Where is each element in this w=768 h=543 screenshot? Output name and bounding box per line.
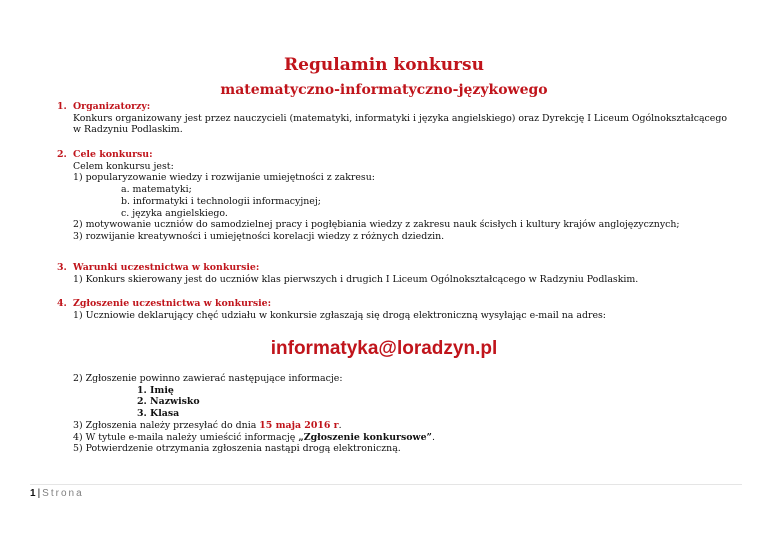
list-item: 5) Potwierdzenie otrzymania zgłoszenia nastąpi drogą elektroniczną. [73,443,401,455]
section-number: 4. [57,298,67,309]
section-heading: Cele konkursu: [73,149,153,160]
deadline-period: . [338,419,342,431]
subject-title: „Zgłoszenie konkursowe” [298,431,432,443]
list-item-deadline [73,420,737,432]
section-heading: Zgłoszenie uczestnictwa w konkursie: [73,298,272,309]
section-heading: Warunki uczestnictwa w konkursie: [73,262,260,273]
list-item-subject [73,432,737,444]
section-number: 2. [57,149,67,160]
registration-details [57,373,737,455]
section-number: 3. [57,262,67,273]
sub-list-item: a. matematyki; [121,184,192,196]
list-item: 1) Konkurs skierowany jest do uczniów klas pierwszych i drugich I Liceum Ogólnokształcącego w Radzyniu Podlaskim. [73,273,639,285]
section-registration [57,298,737,321]
list-item: 1) Uczniowie deklarujący chęć udziału w konkursie zgłaszają się drogą elektroniczną wysyłając e-mail na adres: [73,309,606,321]
paragraph-line: w Radzyniu Podlaskim. [73,124,183,136]
paragraph-line: Konkurs organizowany jest przez nauczycieli (matematyki, informatyki i języka angielskiego) oraz Dyrekcję I Liceum Ogólnokształcącego [73,112,727,124]
sub-list-item: c. języka angielskiego. [121,207,228,219]
document-subtitle: matematyczno-informatyczno-językowego [220,82,548,98]
field-item: 2. Nazwisko [137,396,200,408]
list-item: 2) motywowanie uczniów do samodzielnej pracy i pogłębiania wiedzy z zakresu nauk ścisłych i kultury krajów anglojęzycznych; [73,219,680,231]
footer-label: Strona [42,488,84,499]
section-conditions [57,262,737,285]
section-heading: Organizatorzy: [73,101,151,112]
document-title: Regulamin konkursu [284,55,484,75]
section-number: 1. [57,101,67,112]
subject-period: . [431,431,435,443]
subject-text: 4) W tytule e-maila należy umieścić informację [73,431,299,443]
email-address-link[interactable]: informatyka@loradzyn.pl [270,338,498,359]
list-item: 2) Zgłoszenie powinno zawierać następujące informacje: [73,373,343,384]
section-goals [57,149,737,243]
footer-divider [30,484,742,485]
list-item: 1) popularyzowanie wiedzy i rozwijanie umiejętności z zakresu: [73,172,375,184]
list-item: 3) rozwijanie kreatywności i umiejętności korelacji wiedzy z różnych dziedzin. [73,230,445,242]
paragraph-line: Celem konkursu jest: [73,160,174,172]
field-item: 3. Klasa [137,408,180,420]
page-footer [30,488,84,499]
sub-list-item: b. informatyki i technologii informacyjnej; [121,195,321,207]
section-organizers [57,101,737,136]
page-number: 1 [30,488,36,499]
deadline-date: 15 maja 2016 r [259,419,339,431]
footer-separator: | [37,488,41,499]
deadline-text: 3) Zgłoszenia należy przesyłać do dnia [73,419,260,431]
field-item: 1. Imię [137,384,174,396]
